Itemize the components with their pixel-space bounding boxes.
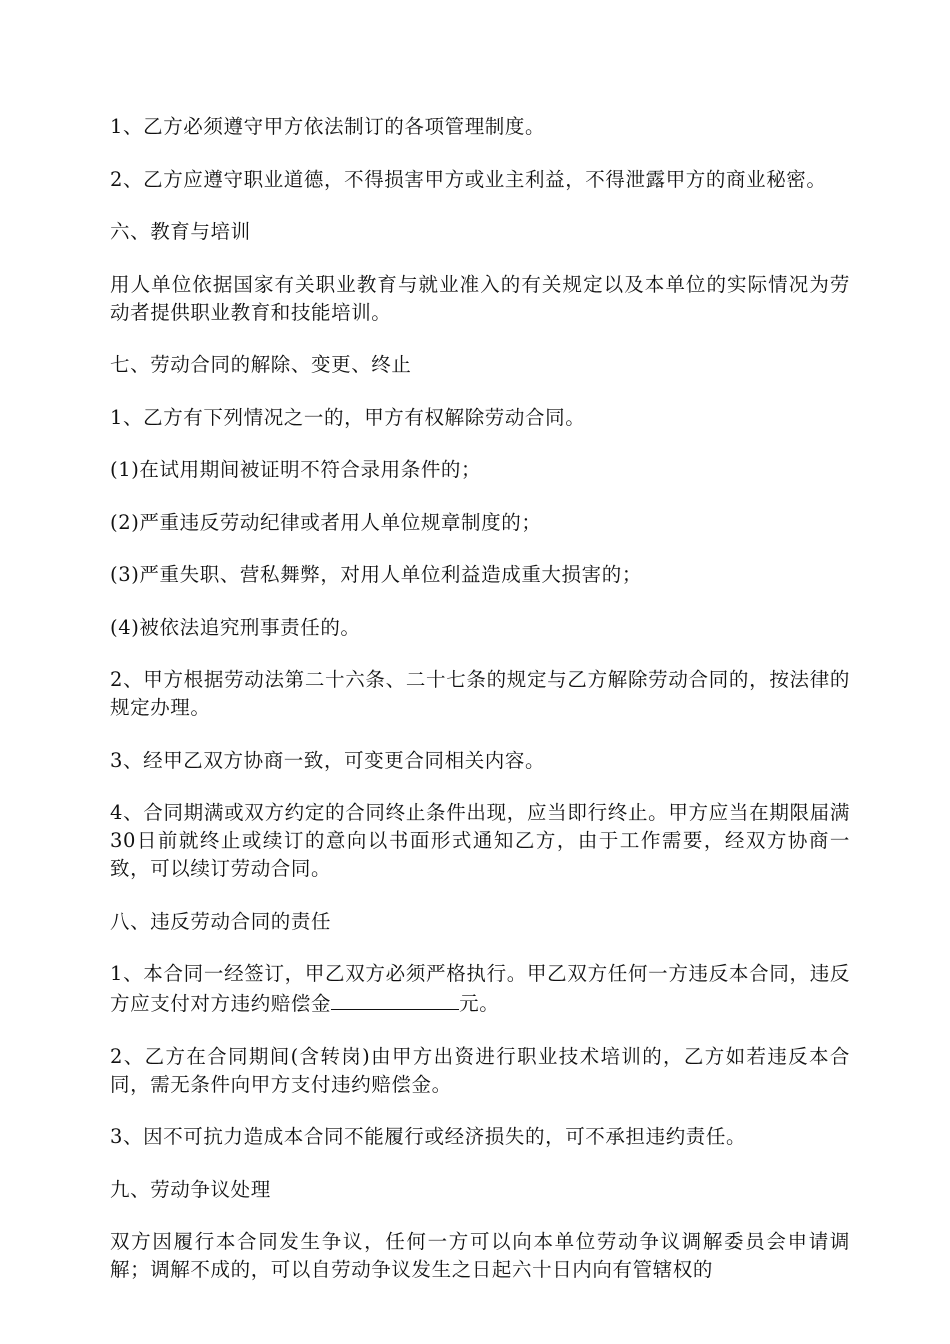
- clause-text: 元。: [459, 992, 500, 1015]
- section-heading: 七、劳动合同的解除、变更、终止: [110, 353, 412, 376]
- clause-paragraph: 2、甲方根据劳动法第二十六条、二十七条的规定与乙方解除劳动合同的，按法律的规定办理。: [110, 668, 850, 719]
- clause-paragraph: 3、经甲乙双方协商一致，可变更合同相关内容。: [110, 748, 546, 772]
- clause-text: 1、本合同一经签订，甲乙双方必须严格执行。甲乙双方任何一方违反本合同，违反方应支付对方违约赔偿金: [110, 962, 850, 1015]
- amount-blank-field[interactable]: [331, 988, 459, 1010]
- clause-paragraph: 1、乙方有下列情况之一的，甲方有权解除劳动合同。: [110, 405, 586, 429]
- sub-clause: (2)严重违反劳动纪律或者用人单位规章制度的；: [110, 510, 542, 534]
- section-heading: 六、教育与培训: [110, 220, 251, 243]
- clause-paragraph: 4、合同期满或双方约定的合同终止条件出现，应当即行终止。甲方应当在期限届满30日前就终止或续订的意向以书面形式通知乙方，由于工作需要，经双方协商一致，可以续订劳动合同。: [110, 801, 850, 880]
- clause-paragraph: 2、乙方应遵守职业道德，不得损害甲方或业主利益，不得泄露甲方的商业秘密。: [110, 167, 827, 191]
- clause-paragraph: 用人单位依据国家有关职业教育与就业准入的有关规定以及本单位的实际情况为劳动者提供职业教育和技能培训。: [110, 272, 850, 324]
- sub-clause: (1)在试用期间被证明不符合录用条件的；: [110, 458, 482, 481]
- clause-paragraph: 双方因履行本合同发生争议，任何一方可以向本单位劳动争议调解委员会申请调解；调解不成的，可以自劳动争议发生之日起六十日内向有管辖权的: [110, 1230, 850, 1281]
- clause-paragraph: 1、乙方必须遵守甲方依法制订的各项管理制度。: [110, 115, 546, 138]
- clause-paragraph: 2、乙方在合同期间(含转岗)由甲方出资进行职业技术培训的，乙方如若违反本合同，需无条件向甲方支付违约赔偿金。: [110, 1044, 850, 1096]
- section-heading: 八、违反劳动合同的责任: [110, 909, 332, 933]
- clause-paragraph: 3、因不可抗力造成本合同不能履行或经济损失的，可不承担违约责任。: [110, 1125, 747, 1148]
- clause-paragraph: [110, 960, 850, 1018]
- sub-clause: (3)严重失职、营私舞弊，对用人单位利益造成重大损害的；: [110, 563, 642, 586]
- document-page: [110, 113, 850, 1309]
- section-heading: 九、劳动争议处理: [110, 1177, 271, 1201]
- sub-clause: (4)被依法追究刑事责任的。: [110, 615, 361, 639]
